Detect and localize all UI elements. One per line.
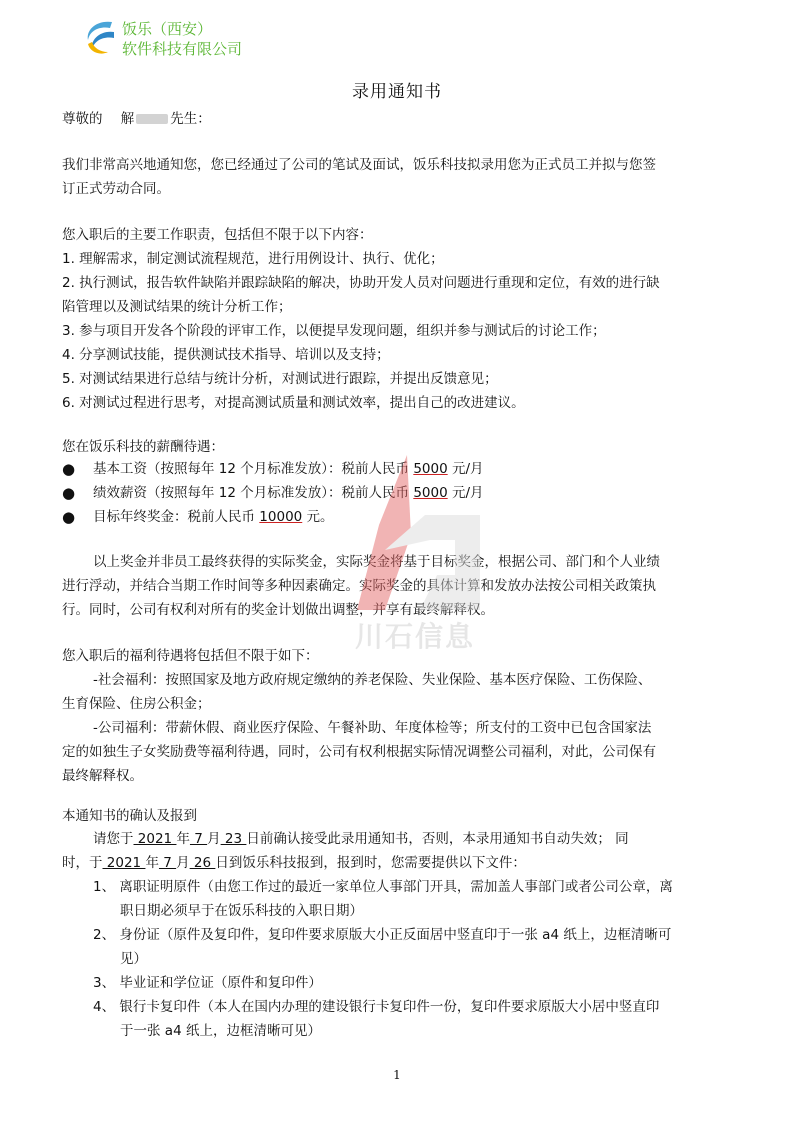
duties-heading: 您入职后的主要工作职责，包括但不限于以下内容： bbox=[62, 227, 373, 243]
watermark-text: 川石信息 bbox=[354, 620, 475, 653]
duty-line: 4. 分享测试技能，提供测试技术指导、培训以及支持； bbox=[62, 347, 390, 363]
duty-line: 2. 执行测试，报告软件缺陷并跟踪缺陷的解决，协助开发人员对问题进行重现和定位，有效的进行缺 bbox=[62, 275, 660, 291]
benefits-heading: 您入职后的福利待遇将包括但不限于如下： bbox=[62, 648, 319, 664]
bullet-icon: ● bbox=[62, 460, 76, 478]
required-doc-line: 3、 毕业证和学位证（原件和复印件） bbox=[93, 975, 322, 991]
salary-heading: 您在饭乐科技的薪酬待遇： bbox=[62, 439, 224, 455]
required-doc-line: 1、 离职证明原件（由您工作过的最近一家单位人事部门开具，需加盖人事部门或者公司公章，离 bbox=[93, 879, 673, 895]
report-date: 时，于 2021 年 7 月 26 日到饭乐科技报到，报到时，您需要提供以下文件： bbox=[62, 855, 526, 871]
benefit-line: -社会福利：按照国家及地方政府规定缴纳的养老保险、失业保险、基本医疗保险、工伤保险、 bbox=[93, 672, 652, 688]
company-name-line2: 软件科技有限公司 bbox=[122, 40, 243, 58]
bullet-icon: ● bbox=[62, 484, 76, 502]
benefit-line: -公司福利：带薪休假、商业医疗保险、午餐补助、年度体检等；所支付的工资中已包含国家法 bbox=[93, 720, 652, 736]
required-doc-line: 4、 银行卡复印件（本人在国内办理的建设银行卡复印件一份，复印件要求原版大小居中竖直印 bbox=[93, 999, 660, 1015]
intro-line-2: 订正式劳动合同。 bbox=[62, 181, 170, 197]
confirm-deadline: 请您于 2021 年 7 月 23 日前确认接受此录用通知书，否则，本录用通知书自动失效； 同 bbox=[93, 831, 629, 847]
duty-line: 3. 参与项目开发各个阶段的评审工作，以便提早发现问题，组织并参与测试后的讨论工作； bbox=[62, 323, 606, 339]
salary-amount: 5000 bbox=[413, 485, 448, 501]
duty-line: 6. 对测试过程进行思考，对提高测试质量和测试效率，提出自己的改进建议。 bbox=[62, 395, 525, 411]
confirm-day: 23 bbox=[220, 831, 247, 847]
confirm-year: 2021 bbox=[133, 831, 177, 847]
salary-amount: 10000 bbox=[259, 509, 303, 525]
report-day: 26 bbox=[189, 855, 216, 871]
document-title: 录用通知书 bbox=[352, 82, 442, 102]
benefit-line: 最终解释权。 bbox=[62, 768, 143, 784]
salary-item-base: 基本工资（按照每年 12 个月标准发放）：税前人民币 5000 元/月 bbox=[93, 461, 484, 477]
duty-line: 陷管理以及测试结果的统计分析工作； bbox=[62, 299, 292, 315]
required-doc-line: 见） bbox=[120, 951, 147, 967]
recipient-name-initial: 解 bbox=[120, 111, 135, 127]
salary-item-bonus: 目标年终奖金：税前人民币 10000 元。 bbox=[93, 509, 334, 525]
duty-line: 5. 对测试结果进行总结与统计分析，对测试进行跟踪，并提出反馈意见； bbox=[62, 371, 498, 387]
required-doc-line: 于一张 a4 纸上，边框清晰可见） bbox=[120, 1023, 321, 1039]
salary-note-line: 以上奖金并非员工最终获得的实际奖金，实际奖金将基于目标奖金，根据公司、部门和个人业绩 bbox=[93, 554, 660, 570]
logo-swirl-icon bbox=[82, 18, 118, 58]
duty-line: 1. 理解需求，制定测试流程规范，进行用例设计、执行、优化； bbox=[62, 251, 444, 267]
required-doc-line: 职日期必须早于在饭乐科技的入职日期） bbox=[120, 903, 363, 919]
confirm-month: 7 bbox=[189, 831, 208, 847]
salary-note-line: 进行浮动，并结合当期工作时间等多种因素确定。实际奖金的具体计算和发放办法按公司相关政策执 bbox=[62, 578, 656, 594]
confirm-heading: 本通知书的确认及报到 bbox=[62, 808, 197, 824]
salutation-suffix: 先生： bbox=[170, 111, 211, 127]
benefit-line: 生育保险、住房公积金； bbox=[62, 696, 211, 712]
salary-note-line: 行。同时，公司有权利对所有的奖金计划做出调整，并享有最终解释权。 bbox=[62, 602, 494, 618]
report-month: 7 bbox=[158, 855, 177, 871]
bullet-icon: ● bbox=[62, 508, 76, 526]
benefit-line: 定的如独生子女奖励费等福利待遇，同时，公司有权利根据实际情况调整公司福利，对此，公司保有 bbox=[62, 744, 656, 760]
intro-line-1: 我们非常高兴地通知您，您已经通过了公司的笔试及面试，饭乐科技拟录用您为正式员工并拟与您签 bbox=[62, 157, 656, 173]
salary-amount: 5000 bbox=[413, 461, 448, 477]
report-year: 2021 bbox=[102, 855, 146, 871]
page-number: 1 bbox=[393, 1068, 401, 1082]
company-name-line1: 饭乐（西安） bbox=[122, 20, 213, 38]
salutation-prefix: 尊敬的 bbox=[62, 111, 103, 127]
salutation bbox=[62, 109, 211, 129]
required-doc-line: 2、 身份证（原件及复印件，复印件要求原版大小正反面居中竖直印于一张 a4 纸上，边框清晰可 bbox=[93, 927, 672, 943]
salary-item-performance: 绩效薪资（按照每年 12 个月标准发放）：税前人民币 5000 元/月 bbox=[93, 485, 484, 501]
redacted-name bbox=[136, 114, 168, 124]
company-logo bbox=[82, 14, 282, 62]
